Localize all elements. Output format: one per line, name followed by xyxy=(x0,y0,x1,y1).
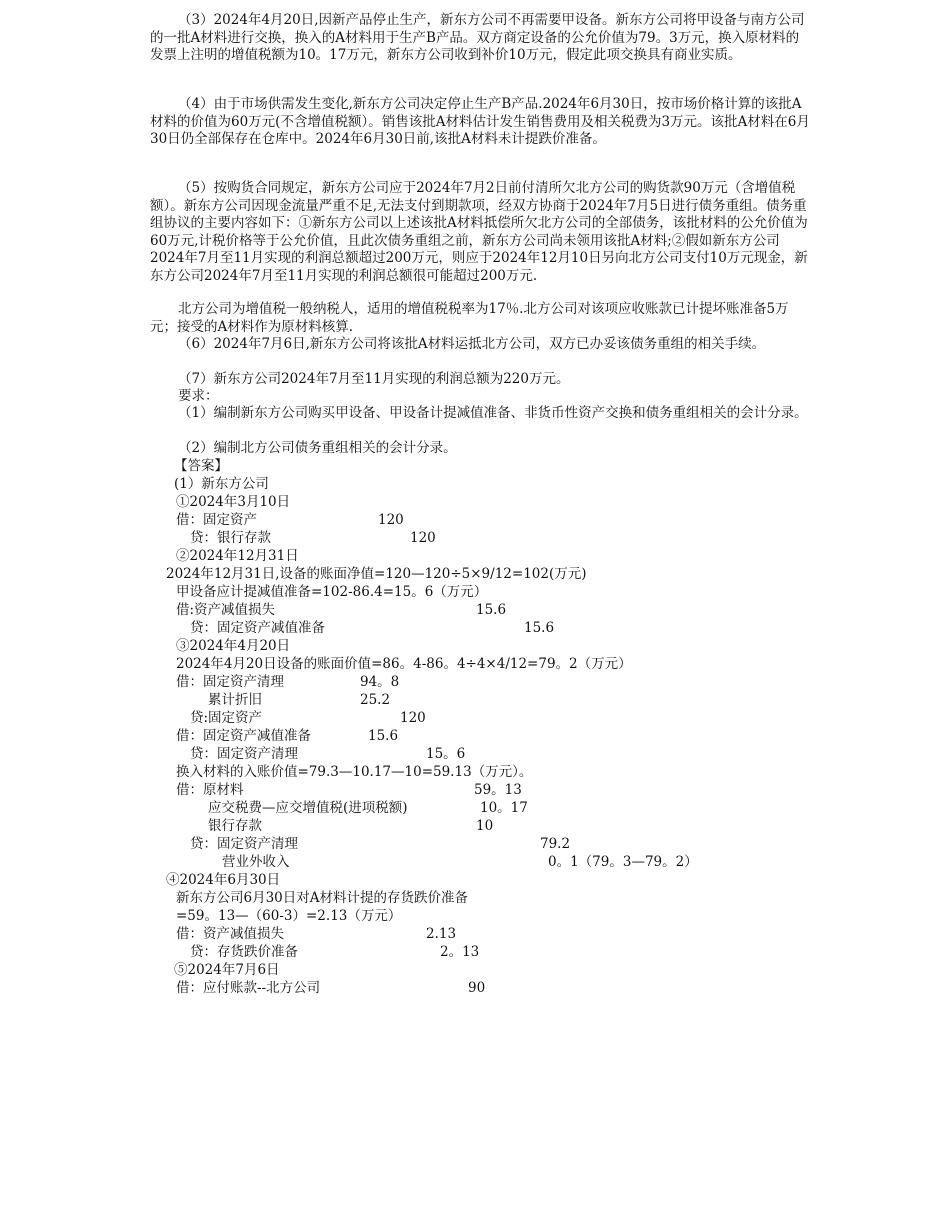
amount: 10。17 xyxy=(480,800,528,816)
paragraph-item-7: （7）新东方公司2024年7月至11月实现的利润总额为220万元。 xyxy=(178,371,570,387)
entry-date: ④2024年6月30日 xyxy=(166,872,281,888)
amount: 120 xyxy=(400,710,426,726)
debit-line: 借：固定资产清理 xyxy=(176,674,284,690)
amount: 15.6 xyxy=(524,620,555,636)
debit-line: 借：固定资产 xyxy=(176,512,257,528)
debit-line: 借:资产减值损失 xyxy=(176,602,276,618)
amount: 15。6 xyxy=(426,746,466,762)
paragraph-item-6: （6）2024年7月6日,新东方公司将该批A材料运抵北方公司，双方已办妥该债务重组的相关手续。 xyxy=(178,336,766,352)
paragraph-item-4: （4）由于市场供需发生变化,新东方公司决定停止生产B产品.2024年6月30日，按市场价格计算的该批A材料的价值为60万元(不含增值税额）。销售该批A材料估计发生销售费用及相关税费为3万元。该批A材料在6月30日仍全部保存在仓库中。2024年6月30日前,该批A材料未计提跌价准备。 xyxy=(150,96,810,148)
calculation-line: 新东方公司6月30日对A材料计提的存货跌价准备 xyxy=(176,890,469,906)
credit-line: 贷：固定资产减值准备 xyxy=(190,620,325,636)
credit-line: 营业外收入 xyxy=(222,854,290,870)
debit-line: 借：应付账款--北方公司 xyxy=(176,980,321,996)
amount: 59。13 xyxy=(474,782,522,798)
amount: 120 xyxy=(410,530,436,546)
amount: 15.6 xyxy=(368,728,399,744)
paragraph-item-3: （3）2024年4月20日,因新产品停止生产，新东方公司不再需要甲设备。新东方公司将甲设备与南方公司的一批A材料进行交换，换入的A材料用于生产B产品。双方商定设备的公允价值为79。3万元，换入原材料的发票上注明的增值税额为10。17万元，新东方公司收到补价10万元，假定此项交换具有商业实质。 xyxy=(150,12,805,64)
calculation-line: 甲设备应计提减值准备=102-86.4=15。6（万元） xyxy=(176,584,488,600)
answer-heading: 【答案】 xyxy=(174,458,228,474)
calculation-line: 2024年12月31日,设备的账面净值=120—120÷5×9/12=102(万元) xyxy=(166,566,587,582)
amount: 79.2 xyxy=(540,836,571,852)
credit-line: 贷：存货跌价准备 xyxy=(190,944,298,960)
requirement-2: （2）编制北方公司债务重组相关的会计分录。 xyxy=(178,440,457,456)
calculation-line: =59。13—（60-3）=2.13（万元） xyxy=(176,908,402,924)
entry-date: ③2024年4月20日 xyxy=(176,638,291,654)
credit-line: 贷：固定资产清理 xyxy=(190,746,298,762)
amount: 15.6 xyxy=(476,602,507,618)
paragraph-item-5: （5）按购货合同规定，新东方公司应于2024年7月2日前付清所欠北方公司的购货款90万元（含增值税额）。新东方公司因现金流量严重不足,无法支付到期款项，经双方协商于2024年7月5日进行债务重组。债务重组协议的主要内容如下：①新东方公司以上述该批A材料抵偿所欠北方公司的全部债务，该批材料的公允价值为60万元,计税价格等于公允价值，且此次债务重组之前，新东方公司尚未领用该批A材料;②假如新东方公司2024年7月至11月实现的利润总额超过200万元，则应于2024年12月10日另向北方公司支付10万元现金，新东方公司2024年7月至11月实现的利润总额很可能超过200万元. xyxy=(150,180,808,284)
debit-line: 借：原材料 xyxy=(176,782,244,798)
amount: 94。8 xyxy=(360,674,400,690)
credit-line: 贷：银行存款 xyxy=(190,530,271,546)
amount: 120 xyxy=(378,512,404,528)
amount: 0。1（79。3—79。2） xyxy=(548,854,698,870)
calculation-line: 2024年4月20日设备的账面价值=86。4-86。4÷4×4/12=79。2（万元） xyxy=(176,656,632,672)
requirements-label: 要求： xyxy=(178,388,219,404)
entry-date: ⑤2024年7月6日 xyxy=(174,962,280,978)
debit-line: 银行存款 xyxy=(208,818,262,834)
answer-section-1: (1）新东方公司 xyxy=(174,476,269,492)
amount: 2。13 xyxy=(440,944,480,960)
debit-line: 应交税费—应交增值税(进项税额) xyxy=(208,800,408,816)
credit-line: 贷：固定资产清理 xyxy=(190,836,298,852)
amount: 2.13 xyxy=(426,926,457,942)
debit-line: 累计折旧 xyxy=(208,692,262,708)
requirement-1: （1）编制新东方公司购买甲设备、甲设备计提减值准备、非货币性资产交换和债务重组相关的会计分录。 xyxy=(178,405,808,421)
entry-date: ①2024年3月10日 xyxy=(176,494,291,510)
debit-line: 借：资产减值损失 xyxy=(176,926,284,942)
amount: 90 xyxy=(468,980,486,996)
amount: 10 xyxy=(476,818,494,834)
calculation-line: 换入材料的入账价值=79.3—10.17—10=59.13（万元）。 xyxy=(176,764,533,780)
amount: 25.2 xyxy=(360,692,391,708)
credit-line: 贷:固定资产 xyxy=(190,710,263,726)
entry-date: ②2024年12月31日 xyxy=(176,548,299,564)
debit-line: 借：固定资产减值准备 xyxy=(176,728,311,744)
paragraph-northern-company: 北方公司为增值税一般纳税人，适用的增值税税率为17％.北方公司对该项应收账款已计提坏账准备5万元；接受的A材料作为原材料核算. xyxy=(150,301,789,335)
